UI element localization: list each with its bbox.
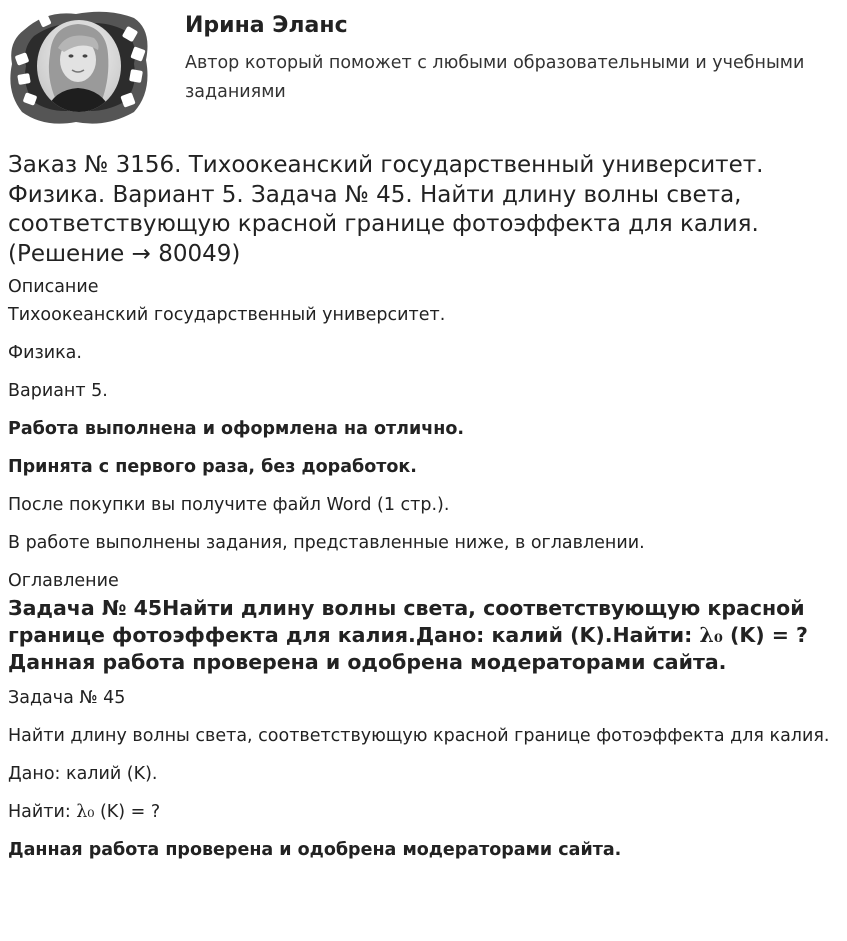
- description-file-info: После покупки вы получите файл Word (1 стр.).: [8, 495, 450, 515]
- description-label: Описание: [8, 277, 99, 297]
- description-accepted: Принята с первого раза, без доработок.: [8, 457, 417, 477]
- author-name[interactable]: Ирина Эланс: [185, 13, 348, 38]
- description-university: Тихоокеанский государственный университет.: [8, 305, 446, 325]
- task-find-suffix: (K) = ?: [94, 802, 161, 822]
- task-approval: Данная работа проверена и одобрена модераторами сайта.: [8, 840, 622, 860]
- main-content: [8, 273, 840, 874]
- description-variant: Вариант 5.: [8, 381, 108, 401]
- author-bio: Автор который поможет с любыми образовательными и учебными заданиями: [185, 53, 805, 102]
- author-avatar: [6, 8, 152, 128]
- task-statement: Найти длину волны света, соответствующую красной границе фотоэффекта для калия.: [8, 726, 830, 746]
- task-lambda-symbol: λ₀: [76, 802, 95, 822]
- toc-label: Оглавление: [8, 571, 119, 591]
- task-find-prefix: Найти:: [8, 802, 77, 822]
- page-title: Заказ № 3156. Тихоокеанский государственный университет. Физика. Вариант 5. Задача № 45. Найти длину волны света, соответствующую красной границе фотоэффекта для калия. (Решение → 80049): [8, 152, 764, 267]
- task-number: Задача № 45: [8, 688, 126, 708]
- description-quality: Работа выполнена и оформлена на отлично.: [8, 419, 464, 439]
- toc-heading: [8, 595, 840, 676]
- task-given: Дано: калий (K).: [8, 764, 158, 784]
- task-find: [8, 798, 840, 826]
- author-block: [0, 0, 847, 136]
- description-subject: Физика.: [8, 343, 82, 363]
- description-contents-note: В работе выполнены задания, представленные ниже, в оглавлении.: [8, 533, 645, 553]
- toc-lambda-symbol: λ₀: [699, 623, 723, 647]
- toc-heading-end: (K) = ? Данная работа проверена и одобрена модераторами сайта.: [8, 623, 808, 674]
- toc-heading-start: Задача № 45Найти длину волны света, соответствующую красной границе фотоэффекта для калия.Дано: калий (K).Найти:: [8, 596, 805, 647]
